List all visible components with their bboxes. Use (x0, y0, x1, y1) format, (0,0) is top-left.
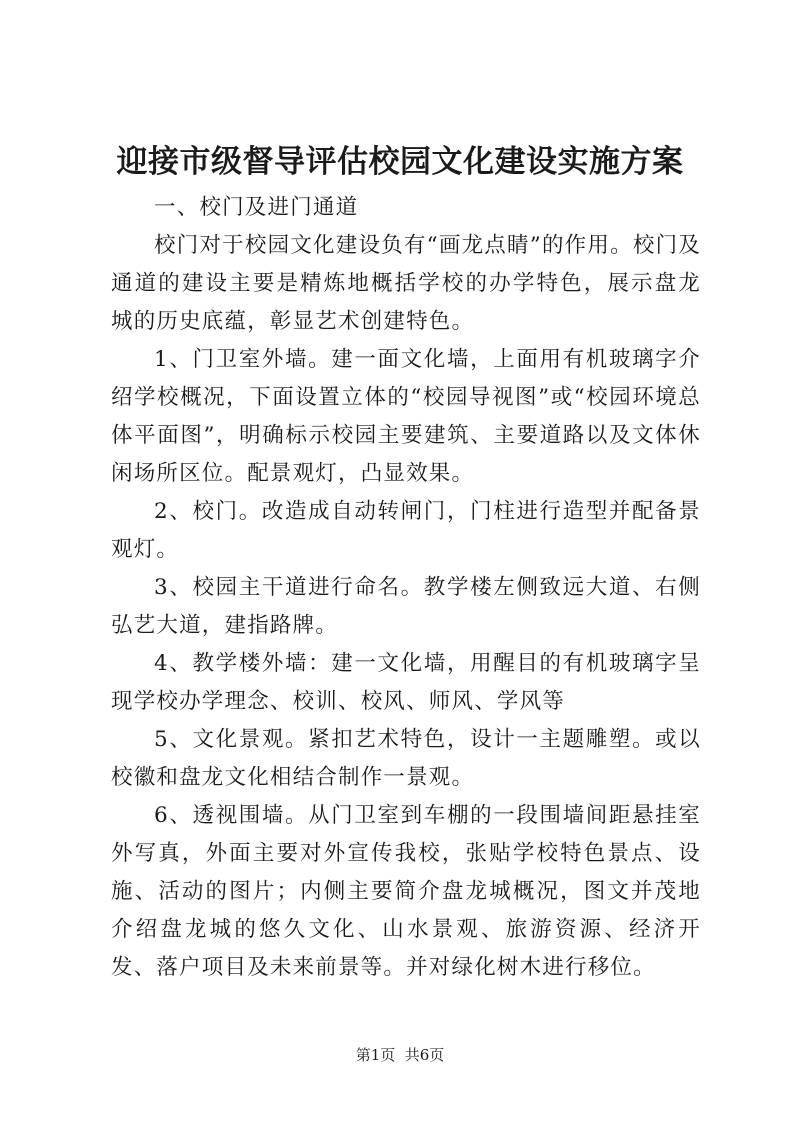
paragraph-item-4: 4、教学楼外墙：建一文化墙，用醒目的有机玻璃字呈现学校办学理念、校训、校风、师风、学风等 (111, 651, 701, 714)
paragraph-item-6: 6、透视围墙。从门卫室到车棚的一段围墙间距悬挂室外写真，外面主要对外宣传我校，张贴学校特色景点、设施、活动的图片；内侧主要简介盘龙城概况，图文并茂地介绍盘龙城的悠久文化、山水景观、旅游资源、经济开发、落户项目及未来前景等。并对绿化树木进行移位。 (111, 803, 701, 980)
section-heading: 一、校门及进门通道 (154, 195, 359, 220)
document-title: 迎接市级督导评估校园文化建设实施方案 (116, 144, 684, 180)
paragraph-item-3: 3、校园主干道进行命名。教学楼左侧致远大道、右侧弘艺大道，建指路牌。 (111, 575, 701, 638)
document-body (111, 189, 701, 987)
paragraph-item-5: 5、文化景观。紧扣艺术特色，设计一主题雕塑。或以校徽和盘龙文化相结合制作一景观。 (111, 727, 701, 790)
paragraph-item-1: 1、门卫室外墙。建一面文化墙，上面用有机玻璃字介绍学校概况，下面设置立体的“校园导视图”或“校园环境总体平面图”，明确标示校园主要建筑、主要道路以及文体休闲场所区位。配景观灯，凸显效果。 (111, 347, 701, 486)
paragraph-intro: 校门对于校园文化建设负有“画龙点睛”的作用。校门及通道的建设主要是精炼地概括学校的办学特色，展示盘龙城的历史底蕴，彰显艺术创建特色。 (111, 233, 701, 334)
page-number-footer: 第1页 共6页 (355, 1046, 445, 1064)
paragraph-item-2: 2、校门。改造成自动转闸门，门柱进行造型并配备景观灯。 (111, 499, 701, 562)
